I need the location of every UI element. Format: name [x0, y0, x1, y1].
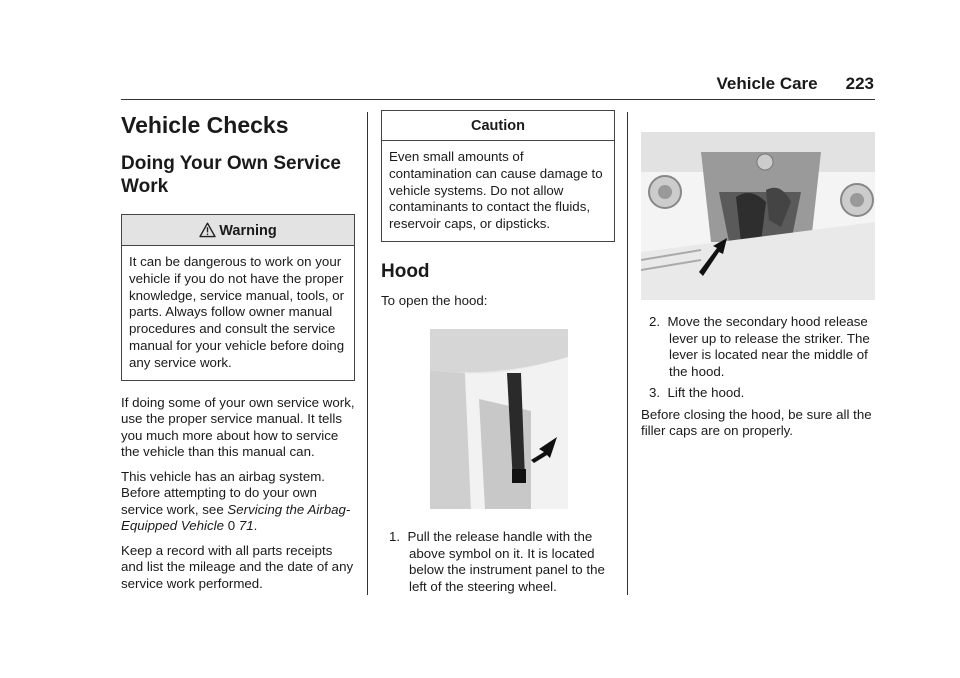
steps-list	[381, 529, 615, 595]
caution-title: Caution	[382, 111, 614, 141]
cross-reference-link[interactable]: Servicing the Airbag-Equipped Vehicle	[121, 501, 351, 534]
column-divider	[627, 112, 628, 595]
paragraph: Keep a record with all parts receipts and list the mileage and the date of any service work performed.	[121, 542, 354, 591]
hood-release-handle-illustration	[381, 329, 615, 515]
page-ref-number[interactable]: 71	[238, 518, 254, 534]
list-item: 1. Pull the release handle with the above symbol on it. It is located below the instrument panel to the left of the steering wheel.	[389, 529, 605, 594]
subsection-heading: Doing Your Own Service Work	[121, 153, 341, 197]
column-divider	[367, 112, 368, 595]
warning-text: It can be dangerous to work on your vehicle if you do not have the proper knowledge, service manual, tools, or parts. Always follow owner manual procedures and consult the service manual for your vehicle before doing any service work.	[129, 254, 345, 370]
warning-label: Warning	[219, 223, 277, 239]
warning-title	[122, 215, 354, 246]
section-title: Vehicle Care	[716, 74, 818, 93]
secondary-hood-release-illustration	[641, 132, 875, 300]
list-item: 2. Move the secondary hood release lever up to release the striker. The lever is located near the middle of the hood.	[649, 314, 870, 379]
column-2	[381, 110, 615, 600]
section-heading: Vehicle Checks	[121, 112, 289, 138]
column-3	[641, 110, 875, 448]
subsection-heading: Hood	[381, 260, 430, 282]
page-number: 223	[845, 74, 874, 93]
paragraph: This vehicle has an airbag system. Before attempting to do your own service work, see Servicing the Airbag-Equipped Vehicle 0 71.	[121, 468, 351, 534]
warning-box	[121, 214, 355, 381]
paragraph: To open the hood:	[381, 292, 488, 308]
warning-triangle-icon	[199, 222, 216, 238]
caution-text: Even small amounts of contamination can cause damage to vehicle systems. Do not allow contaminants to contact the fluids, reservoir caps, or dipsticks.	[389, 149, 603, 232]
header-rule	[121, 99, 875, 100]
column-1	[121, 110, 355, 600]
steps-list	[641, 314, 875, 402]
list-item: 3. Lift the hood.	[649, 385, 745, 400]
paragraph: If doing some of your own service work, use the proper service manual. It tells you much more about how to service the vehicle than this manual can.	[121, 394, 355, 460]
caution-box	[381, 110, 615, 242]
page-header	[717, 74, 875, 94]
page-ref-symbol: 0	[227, 518, 236, 534]
paragraph: Before closing the hood, be sure all the filler caps are on properly.	[641, 406, 872, 438]
